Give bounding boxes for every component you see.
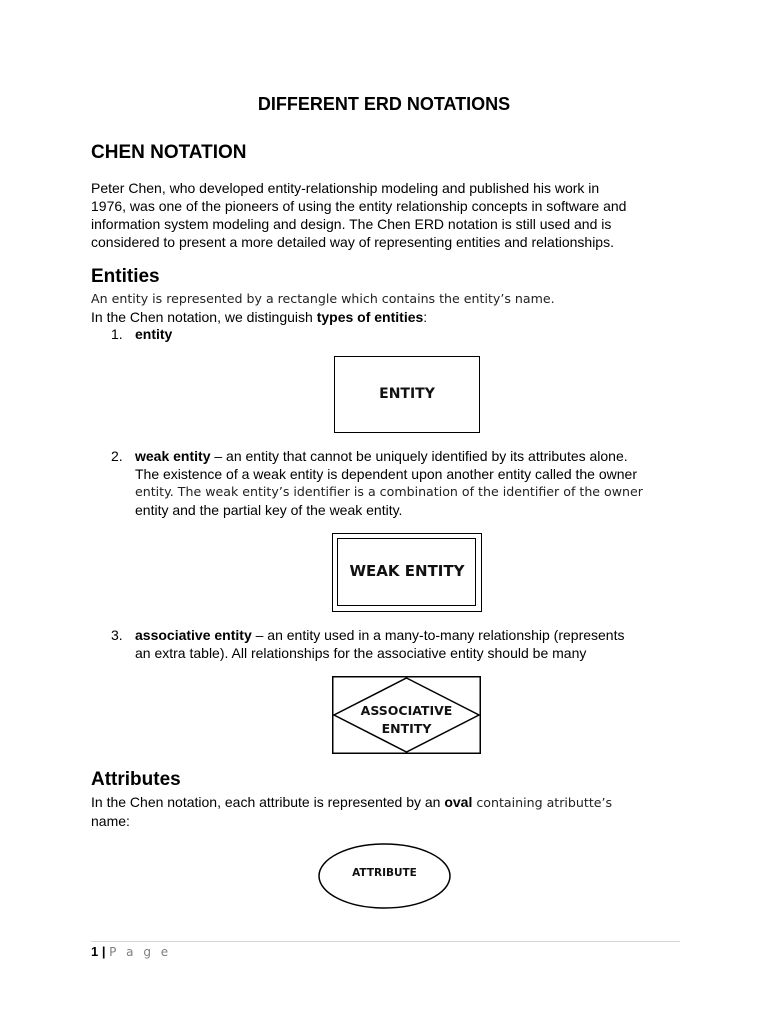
list-item-entity (135, 325, 680, 343)
attributes-description: In the Chen notation, each attribute is represented by an oval containing atributte’s name: (91, 794, 613, 829)
entities-description (91, 290, 681, 326)
page-footer (91, 944, 171, 959)
attribute-shape-label: ATTRIBUTE (352, 867, 417, 879)
oval-bold: oval (444, 794, 473, 810)
page-number: 1 (91, 944, 99, 959)
intro-line: considered to present a more detailed way of representing entities and relationships. (91, 234, 614, 250)
list-item-associative-entity: associative entity – an entity used in a many-to-many relationship (represents an extra table). All relationships for the associative entity should be many (135, 627, 625, 661)
associative-entity-shape-label: ASSOCIATIVE ENTITY (360, 703, 453, 736)
document-title: DIFFERENT ERD NOTATIONS (257, 94, 511, 114)
list-number: 1. (111, 326, 123, 342)
weak-entity-shape-label: WEAK ENTITY (349, 562, 465, 580)
chen-intro-paragraph (91, 179, 681, 251)
types-of-entities-bold: types of entities (316, 309, 424, 325)
weak-entity-double-rectangle-shape (332, 533, 482, 612)
page-word: P a g e (109, 945, 172, 959)
entity-term: entity (135, 326, 173, 342)
list-number: 2. (111, 448, 123, 464)
associative-entity-term: associative entity (135, 627, 252, 643)
footer-divider (91, 941, 680, 942)
entities-line-2: In the Chen notation, we distinguish types of entities: (91, 309, 428, 325)
intro-line: 1976, was one of the pioneers of using the entity relationship concepts in software and (91, 198, 627, 214)
footer-separator: | (101, 944, 106, 959)
attribute-oval-shape (318, 843, 451, 909)
associative-entity-shape (332, 676, 481, 754)
chen-notation-heading: CHEN NOTATION (91, 142, 247, 163)
weak-entity-term: weak entity (135, 448, 211, 464)
list-number: 3. (111, 627, 123, 643)
intro-line: Peter Chen, who developed entity-relationship modeling and published his work in (91, 180, 600, 196)
attributes-heading: Attributes (91, 769, 181, 790)
entities-heading: Entities (91, 266, 160, 287)
entities-line-1: An entity is represented by a rectangle which contains the entity’s name. (91, 291, 555, 306)
list-item-weak-entity: weak entity – an entity that cannot be uniquely identified by its attributes alone. The existence of a weak entity is dependent upon another entity called the owner entity. The weak entity’s identifier is a combination of the identifier of the owner entity and the partial key of the weak entity. (135, 448, 643, 518)
entity-shape-label: ENTITY (379, 386, 435, 402)
entity-rectangle-shape (334, 356, 480, 433)
intro-line: information system modeling and design. The Chen ERD notation is still used and is (91, 216, 612, 232)
